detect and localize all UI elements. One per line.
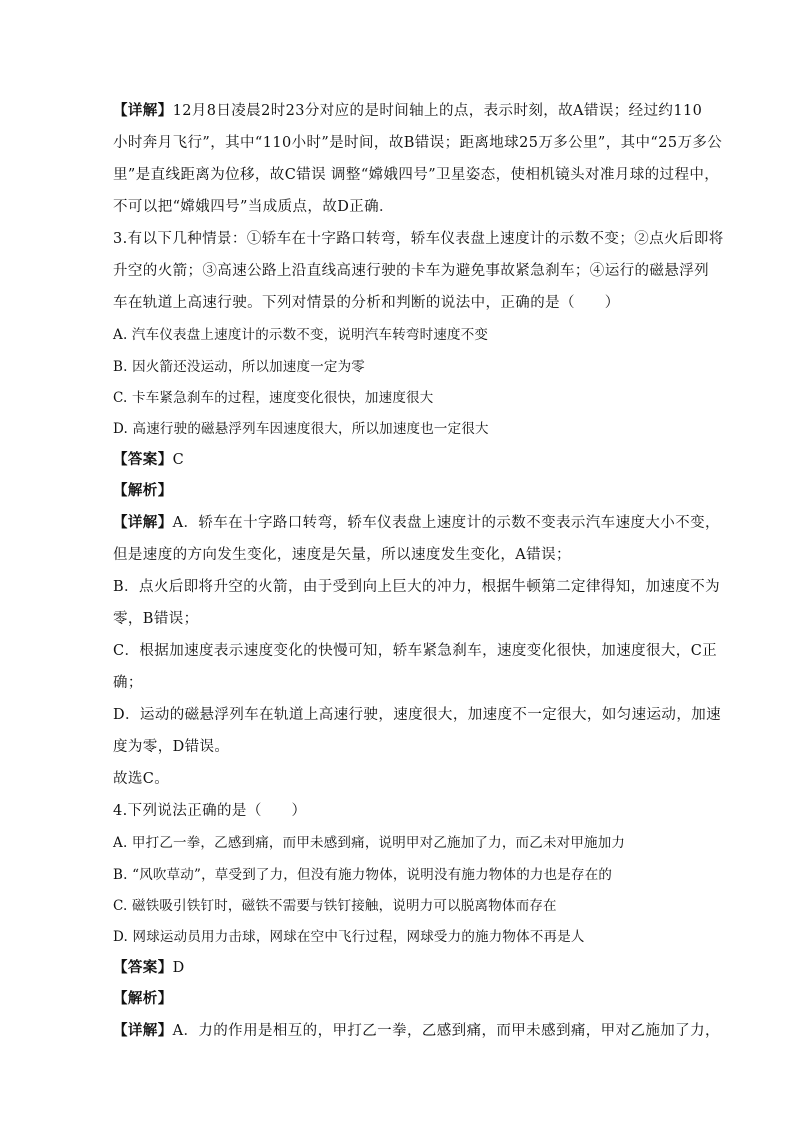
q4-stem-line: 4.下列说法正确的是（ ） <box>113 803 307 819</box>
q3-option-a: A. 汽车仪表盘上速度计的示数不变，说明汽车转弯时速度不变 <box>113 327 489 343</box>
answer-tag: 【答案】 <box>113 959 173 976</box>
q3-option-b: B. 因火箭还没运动，所以加速度一定为零 <box>113 359 366 375</box>
q3-stem-line: 升空的火箭；③高速公路上沿直线高速行驶的卡车为避免事故紧急刹车；④运行的磁悬浮列 <box>113 263 709 279</box>
q4-option-d: D. 网球运动员用力击球，网球在空中飞行过程，网球受力的施力物体不再是人 <box>113 929 585 945</box>
q4-option-c: C. 磁铁吸引铁钉时，磁铁不需要与铁钉接触，说明力可以脱离物体而存在 <box>113 898 557 914</box>
q3-stem-line: 3.有以下几种情景：①轿车在十字路口转弯，轿车仪表盘上速度计的示数不变；②点火后即将 <box>113 231 724 247</box>
q4-option-a: A. 甲打乙一拳，乙感到痛，而甲未感到痛，说明甲对乙施加了力，而乙未对甲施加力 <box>113 835 626 851</box>
q3-stem-line: 车在轨道上高速行驶。下列对情景的分析和判断的说法中，正确的是（ ） <box>113 295 620 311</box>
answer-value: C <box>172 452 185 468</box>
q3-detail-line: C．根据加速度表示速度变化的快慢可知，轿车紧急刹车，速度变化很快，加速度很大，C正 <box>113 643 718 659</box>
q3-option-d: D. 高速行驶的磁悬浮列车因速度很大，所以加速度也一定很大 <box>113 421 489 437</box>
q4-option-b: B. “风吹草动”，草受到了力，但没有施力物体，说明没有施力物体的力也是存在的 <box>113 867 613 883</box>
q4-analysis-tag: 【解析】 <box>113 990 173 1007</box>
detail-tag: 【详解】 <box>113 102 173 119</box>
detail-tag: 【详解】 <box>113 1022 173 1039</box>
q3-detail-line: 但是速度的方向发生变化，速度是矢量，所以速度发生变化，A错误； <box>113 547 571 563</box>
q3-detail-line: 故选C。 <box>113 771 170 787</box>
q3-detail-line: 确； <box>113 675 143 691</box>
q3-detail-line: B．点火后即将升空的火箭，由于受到向上巨大的冲力，根据牛顿第二定律得知，加速度不为 <box>113 579 721 595</box>
detail-tag: 【详解】 <box>113 514 173 531</box>
q3-detail-line: 度为零，D错误。 <box>113 739 230 755</box>
detail-line: 里”是直线距离为位移，故C错误 调整“嫦娥四号”卫星姿态，使相机镜头对准月球的过程中， <box>113 167 720 183</box>
q3-detail-line: D．运动的磁悬浮列车在轨道上高速行驶，速度很大，加速度不一定很大，如匀速运动，加速 <box>113 707 722 723</box>
q3-answer <box>113 450 685 470</box>
q3-analysis-tag: 【解析】 <box>113 482 173 499</box>
answer-value: D <box>172 960 185 976</box>
answer-tag: 【答案】 <box>113 451 173 468</box>
detail-line: 【详解】12月8日凌晨2时23分对应的是时间轴上的点，表示时刻，故A错误；经过约110 <box>113 102 703 119</box>
q3-detail-line: 【详解】A．轿车在十字路口转弯，轿车仪表盘上速度计的示数不变表示汽车速度大小不变， <box>113 514 720 531</box>
q4-detail-line: 【详解】A．力的作用是相互的，甲打乙一拳，乙感到痛，而甲未感到痛，甲对乙施加了力， <box>113 1022 720 1039</box>
detail-line: 小时奔月飞行”，其中“110小时”是时间，故B错误；距离地球25万多公里”，其中“25万多公 <box>113 135 723 151</box>
q4-answer <box>113 958 685 978</box>
q3-detail-line: 零，B错误； <box>113 611 199 627</box>
detail-line: 不可以把“嫦娥四号”当成质点，故D正确． <box>113 199 394 215</box>
q3-option-c: C. 卡车紧急刹车的过程，速度变化很快，加速度很大 <box>113 390 434 406</box>
